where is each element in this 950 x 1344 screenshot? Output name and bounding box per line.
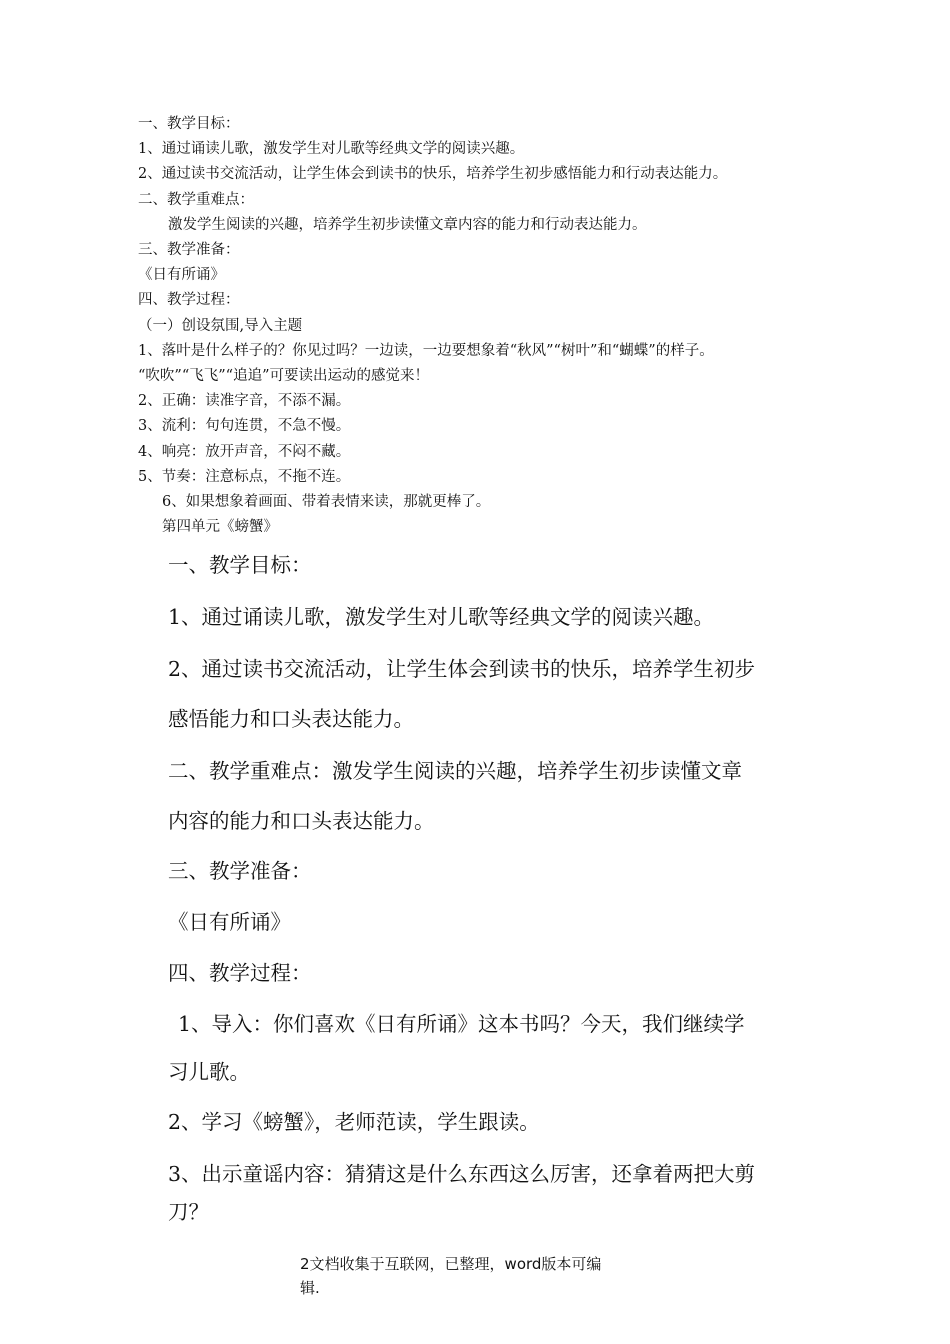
process-large-step-3-cont: 刀？ [168,1200,209,1224]
objective-2-large-cont: 感悟能力和口头表达能力。 [168,707,414,731]
process-step-4: 4、响亮：放开声音，不闷不藏。 [138,443,351,460]
process-step-1: 1、落叶是什么样子的？你见过吗？一边读，一边要想象着“秋风”“树叶”和“蝴蝶”的样子。 [138,342,714,359]
process-step-3: 3、流利：句句连贯，不急不慢。 [138,418,351,435]
process-large-step-1: 1、导入：你们喜欢《日有所诵》这本书吗？今天，我们继续学 [178,1012,745,1036]
heading-objectives: 一、教学目标： [138,116,240,132]
heading-preparation: 三、教学准备： [138,242,240,259]
page-footer [300,1252,660,1300]
process-step-1-cont: “吹吹”“飞飞”“追追”可要读出运动的感觉来！ [138,368,429,385]
objective-1: 1、通过诵读儿歌，激发学生对儿歌等经典文学的阅读兴趣。 [138,141,525,158]
footer-line-2: 辑. [300,1279,320,1297]
objective-2: 2、通过读书交流活动，让学生体会到读书的快乐，培养学生初步感悟能力和行动表达能力。 [138,166,728,183]
objective-1-large: 1、通过诵读儿歌，激发学生对儿歌等经典文学的阅读兴趣。 [168,605,715,629]
preparation-large: 《日有所诵》 [168,910,291,934]
lesson-plan-summary [138,112,858,540]
key-points-text: 激发学生阅读的兴趣，培养学生初步读懂文章内容的能力和行动表达能力。 [168,216,647,233]
process-large-step-3: 3、出示童谣内容：猜猜这是什么东西这么厉害，还拿着两把大剪 [168,1162,756,1186]
process-step-5: 5、节奏：注意标点，不拖不连。 [138,468,351,485]
heading-preparation-large: 三、教学准备： [168,859,312,883]
footer-line-1: 2文档收集于互联网，已整理，word版本可编 [300,1255,602,1273]
process-large-step-2: 2、学习《螃蟹》，老师范读，学生跟读。 [168,1110,540,1134]
objective-2-large: 2、通过读书交流活动，让学生体会到读书的快乐，培养学生初步 [168,657,756,681]
process-step-2: 2、正确：读准字音，不添不漏。 [138,393,351,410]
heading-process-large: 四、教学过程： [168,961,312,985]
process-step-6: 6、如果想象着画面、带着表情来读，那就更棒了。 [162,494,491,511]
heading-process: 四、教学过程： [138,292,240,309]
heading-objectives-large: 一、教学目标： [168,553,312,577]
process-large-step-1-cont: 习儿歌。 [168,1060,250,1084]
key-points-large-cont: 内容的能力和口头表达能力。 [168,809,435,833]
lesson-plan-detail [168,545,828,1225]
key-points-large: 二、教学重难点：激发学生阅读的兴趣，培养学生初步读懂文章 [168,759,742,783]
preparation-text: 《日有所诵》 [138,267,225,284]
heading-key-points: 二、教学重难点： [138,191,254,208]
process-subheading: （一）创设氛围,导入主题 [138,317,303,334]
unit-title: 第四单元《螃蟹》 [162,519,278,536]
